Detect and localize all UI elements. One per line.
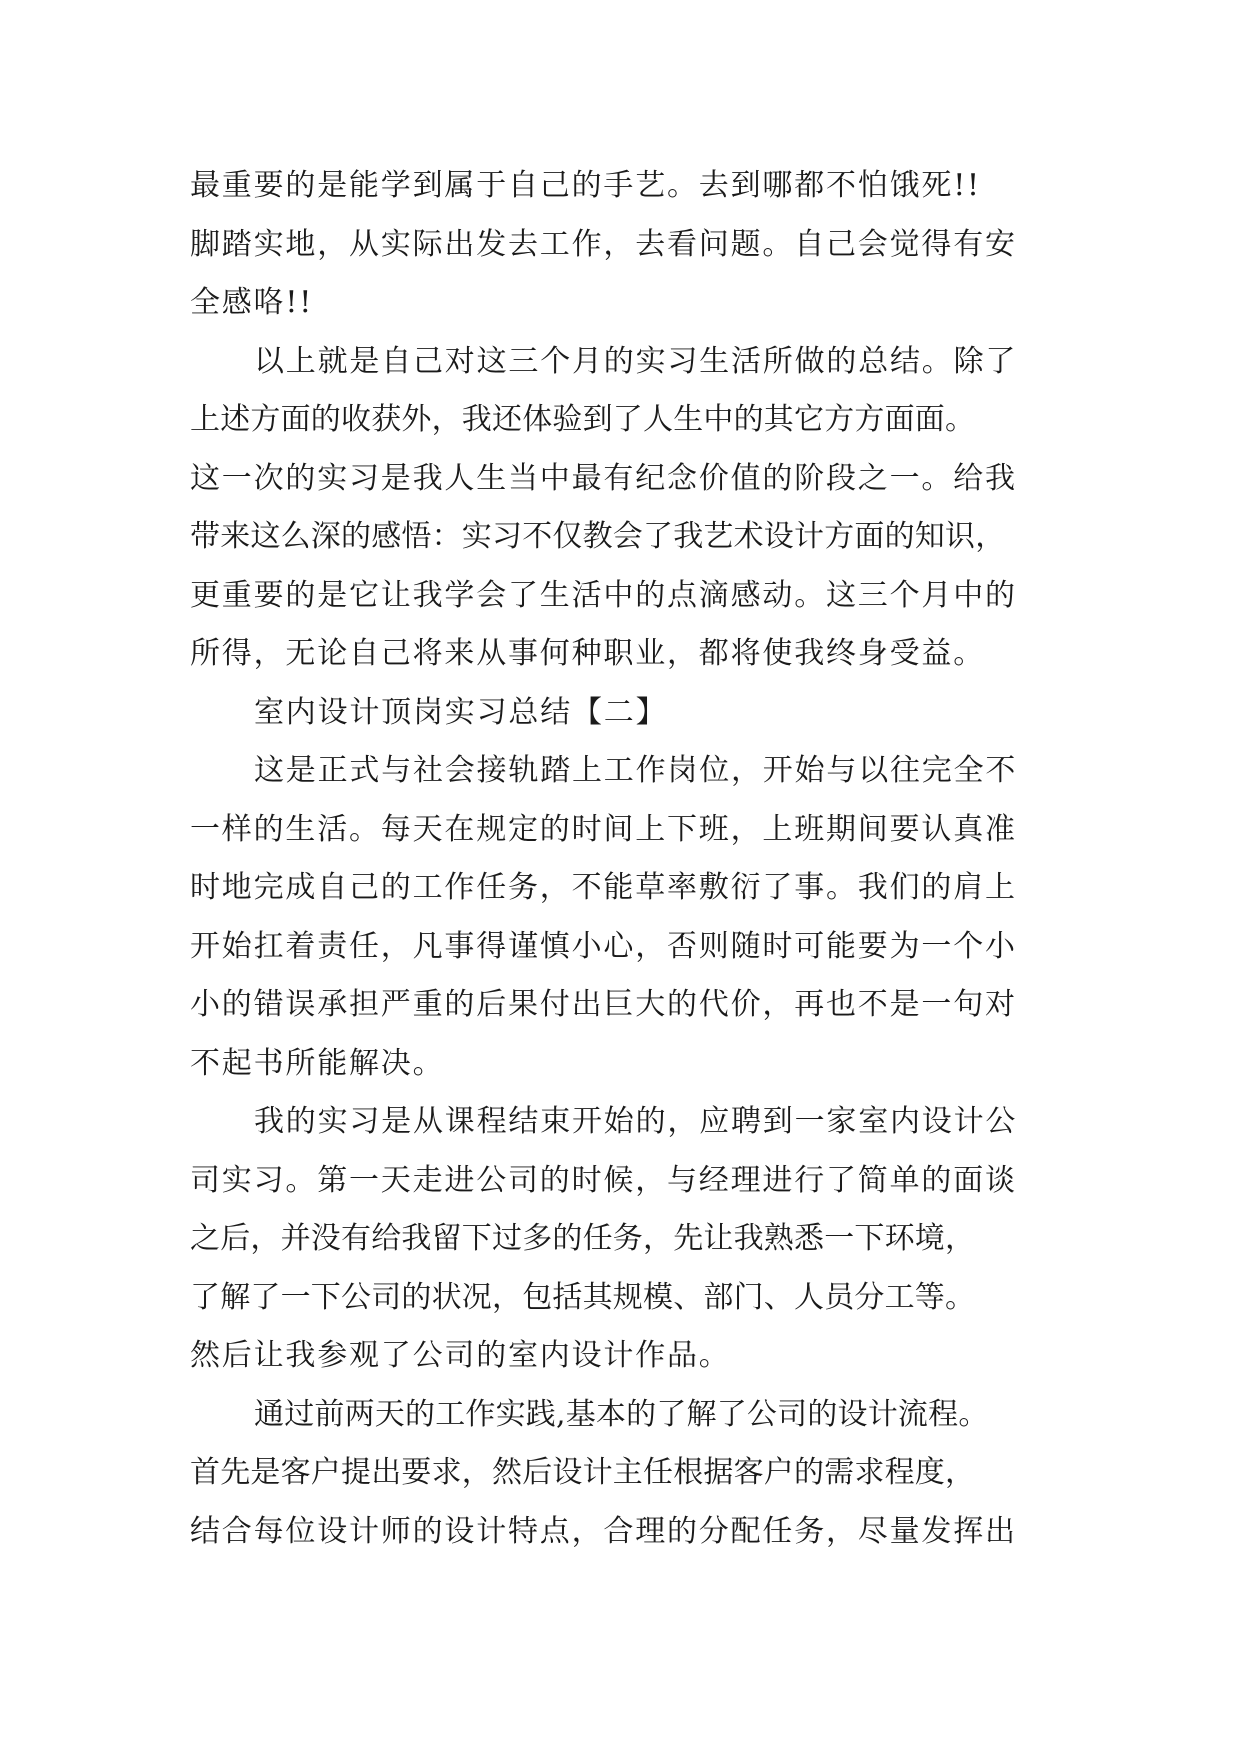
text-line: 首先是客户提出要求，然后设计主任根据客户的需求程度， xyxy=(190,1455,976,1490)
text-line: 带来这么深的感悟：实习不仅教会了我艺术设计方面的知识， xyxy=(190,519,1006,554)
text-line: 脚踏实地，从实际出发去工作，去看问题。自己会觉得有安 xyxy=(190,226,1017,262)
text-line: 了解了一下公司的状况，包括其规模、部门、人员分工等。 xyxy=(190,1279,976,1315)
text-line: 更重要的是它让我学会了生活中的点滴感动。这三个月中的 xyxy=(190,577,1017,613)
section-heading: 室内设计顶岗实习总结【二】 xyxy=(254,694,668,730)
text-line: 开始扛着责任，凡事得谨慎小心，否则随时可能要为一个小 xyxy=(190,928,1017,964)
text-line: 所得，无论自己将来从事何种职业，都将使我终身受益。 xyxy=(190,636,985,671)
text-line: 最重要的是能学到属于自己的手艺。去到哪都不怕饿死!! xyxy=(190,168,981,203)
text-line: 然后让我参观了公司的室内设计作品。 xyxy=(190,1338,731,1373)
paragraph-first-line: 这是正式与社会接轨踏上工作岗位，开始与以往完全不 xyxy=(254,753,1018,788)
text-line: 全感咯!! xyxy=(190,285,314,320)
text-line: 上述方面的收获外，我还体验到了人生中的其它方方面面。 xyxy=(190,402,976,437)
document-body xyxy=(190,157,1050,1561)
text-line: 一样的生活。每天在规定的时间上下班，上班期间要认真准 xyxy=(190,811,1017,847)
paragraph-first-line: 我的实习是从课程结束开始的，应聘到一家室内设计公 xyxy=(254,1104,1018,1139)
paragraph-first-line: 通过前两天的工作实践,基本的了解了公司的设计流程。 xyxy=(254,1396,989,1432)
text-line: 小的错误承担严重的后果付出巨大的代价，再也不是一句对 xyxy=(190,987,1017,1022)
text-line: 这一次的实习是我人生当中最有纪念价值的阶段之一。给我 xyxy=(190,460,1017,496)
text-line: 时地完成自己的工作任务，不能草率敷衍了事。我们的肩上 xyxy=(190,870,1017,905)
text-line: 之后，并没有给我留下过多的任务，先让我熟悉一下环境， xyxy=(190,1221,976,1256)
text-line: 结合每位设计师的设计特点，合理的分配任务，尽量发挥出 xyxy=(190,1513,1017,1549)
text-line: 司实习。第一天走进公司的时候，与经理进行了简单的面谈 xyxy=(190,1162,1017,1198)
paragraph-first-line: 以上就是自己对这三个月的实习生活所做的总结。除了 xyxy=(254,343,1018,379)
text-line: 不起书所能解决。 xyxy=(190,1045,445,1081)
